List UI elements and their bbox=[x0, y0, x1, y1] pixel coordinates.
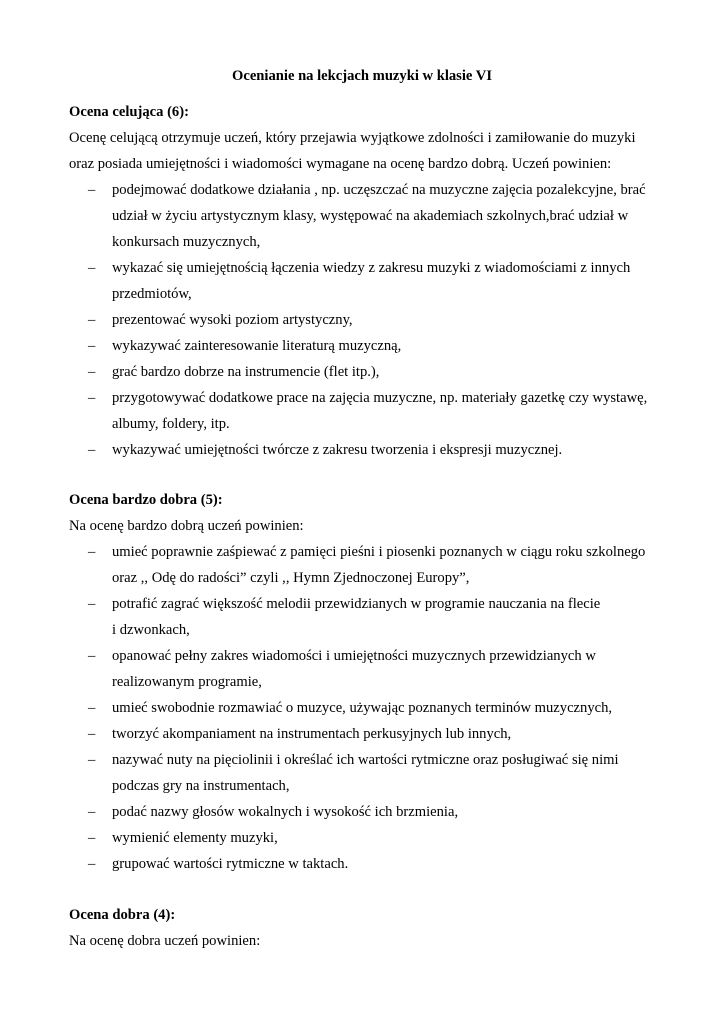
bullet-dash: – bbox=[88, 596, 96, 612]
intro-line: Na ocenę bardzo dobrą uczeń powinien: bbox=[69, 518, 304, 534]
bullet-dash: – bbox=[88, 390, 96, 406]
bullet-dash: – bbox=[88, 726, 96, 742]
bullet-dash: – bbox=[88, 442, 96, 458]
criteria-item bbox=[69, 747, 669, 799]
criteria-item bbox=[69, 695, 669, 721]
section-intro bbox=[69, 125, 669, 177]
section-ocena-celujaca bbox=[69, 99, 669, 463]
criteria-item bbox=[69, 799, 669, 825]
bullet-dash: – bbox=[88, 752, 96, 768]
section-intro bbox=[69, 513, 669, 539]
criteria-item-text: przygotowywać dodatkowe prace na zajęcia muzyczne, np. materiały gazetkę czy wystawę, bbox=[112, 390, 648, 406]
criteria-item bbox=[69, 437, 669, 463]
section-heading: Ocena bardzo dobra (5): bbox=[69, 492, 223, 508]
criteria-item bbox=[69, 825, 669, 851]
criteria-item-text: oraz ,, Odę do radości” czyli ,, Hymn Zjednoczonej Europy”, bbox=[112, 570, 470, 586]
criteria-item bbox=[69, 385, 669, 437]
criteria-item-text: albumy, foldery, itp. bbox=[112, 416, 230, 432]
criteria-item-text: opanować pełny zakres wiadomości i umiejętności muzycznych przewidzianych w bbox=[112, 648, 596, 664]
criteria-item-text: umieć swobodnie rozmawiać o muzyce, używając poznanych terminów muzycznych, bbox=[112, 700, 613, 716]
criteria-item-text: konkursach muzycznych, bbox=[112, 234, 261, 250]
section-ocena-dobra bbox=[69, 902, 669, 954]
criteria-item-text: grać bardzo dobrze na instrumencie (flet itp.), bbox=[112, 364, 380, 380]
section-ocena-bardzo-dobra bbox=[69, 487, 669, 877]
criteria-item-text: grupować wartości rytmiczne w taktach. bbox=[112, 856, 349, 872]
criteria-item bbox=[69, 255, 669, 307]
criteria-item-text: udział w życiu artystycznym klasy, występować na akademiach szkolnych,brać udział w bbox=[112, 208, 629, 224]
bullet-dash: – bbox=[88, 260, 96, 276]
criteria-item-text: tworzyć akompaniament na instrumentach perkusyjnych lub innych, bbox=[112, 726, 512, 742]
criteria-item bbox=[69, 333, 669, 359]
bullet-dash: – bbox=[88, 856, 96, 872]
criteria-item bbox=[69, 721, 669, 747]
criteria-item-text: podczas gry na instrumentach, bbox=[112, 778, 290, 794]
section-intro bbox=[69, 928, 669, 954]
criteria-item-text: wymienić elementy muzyki, bbox=[112, 830, 278, 846]
criteria-item-text: i dzwonkach, bbox=[112, 622, 190, 638]
bullet-dash: – bbox=[88, 830, 96, 846]
bullet-dash: – bbox=[88, 312, 96, 328]
criteria-list bbox=[69, 177, 669, 463]
criteria-item-text: przedmiotów, bbox=[112, 286, 192, 302]
section-heading: Ocena dobra (4): bbox=[69, 907, 176, 923]
bullet-dash: – bbox=[88, 338, 96, 354]
criteria-item-text: wykazać się umiejętnością łączenia wiedzy z zakresu muzyki z wiadomościami z innych bbox=[112, 260, 631, 276]
bullet-dash: – bbox=[88, 804, 96, 820]
criteria-item bbox=[69, 643, 669, 695]
intro-line: Ocenę celującą otrzymuje uczeń, który przejawia wyjątkowe zdolności i zamiłowanie do muzyki bbox=[69, 130, 636, 146]
criteria-item bbox=[69, 177, 669, 255]
intro-line: oraz posiada umiejętności i wiadomości wymagane na ocenę bardzo dobrą. Uczeń powinien: bbox=[69, 156, 612, 172]
bullet-dash: – bbox=[88, 544, 96, 560]
criteria-item-text: nazywać nuty na pięciolinii i określać ich wartości rytmiczne oraz posługiwać się nimi bbox=[112, 752, 619, 768]
criteria-item bbox=[69, 591, 669, 643]
criteria-item-text: wykazywać umiejętności twórcze z zakresu tworzenia i ekspresji muzycznej. bbox=[112, 442, 563, 458]
criteria-item-text: wykazywać zainteresowanie literaturą muzyczną, bbox=[112, 338, 402, 354]
criteria-item bbox=[69, 851, 669, 877]
criteria-item-text: podejmować dodatkowe działania , np. uczęszczać na muzyczne zajęcia pozalekcyjne, brać bbox=[112, 182, 646, 198]
bullet-dash: – bbox=[88, 700, 96, 716]
intro-line: Na ocenę dobra uczeń powinien: bbox=[69, 933, 261, 949]
document-title: Ocenianie na lekcjach muzyki w klasie VI bbox=[232, 68, 492, 84]
criteria-item-text: prezentować wysoki poziom artystyczny, bbox=[112, 312, 353, 328]
bullet-dash: – bbox=[88, 648, 96, 664]
criteria-item-text: realizowanym programie, bbox=[112, 674, 262, 690]
criteria-item bbox=[69, 307, 669, 333]
section-heading: Ocena celująca (6): bbox=[69, 104, 189, 120]
criteria-item-text: umieć poprawnie zaśpiewać z pamięci pieśni i piosenki poznanych w ciągu roku szkolnego bbox=[112, 544, 646, 560]
criteria-list bbox=[69, 539, 669, 877]
criteria-item bbox=[69, 539, 669, 591]
criteria-item-text: potrafić zagrać większość melodii przewidzianych w programie nauczania na flecie bbox=[112, 596, 601, 612]
bullet-dash: – bbox=[88, 182, 96, 198]
criteria-item bbox=[69, 359, 669, 385]
criteria-item-text: podać nazwy głosów wokalnych i wysokość ich brzmienia, bbox=[112, 804, 459, 820]
bullet-dash: – bbox=[88, 364, 96, 380]
